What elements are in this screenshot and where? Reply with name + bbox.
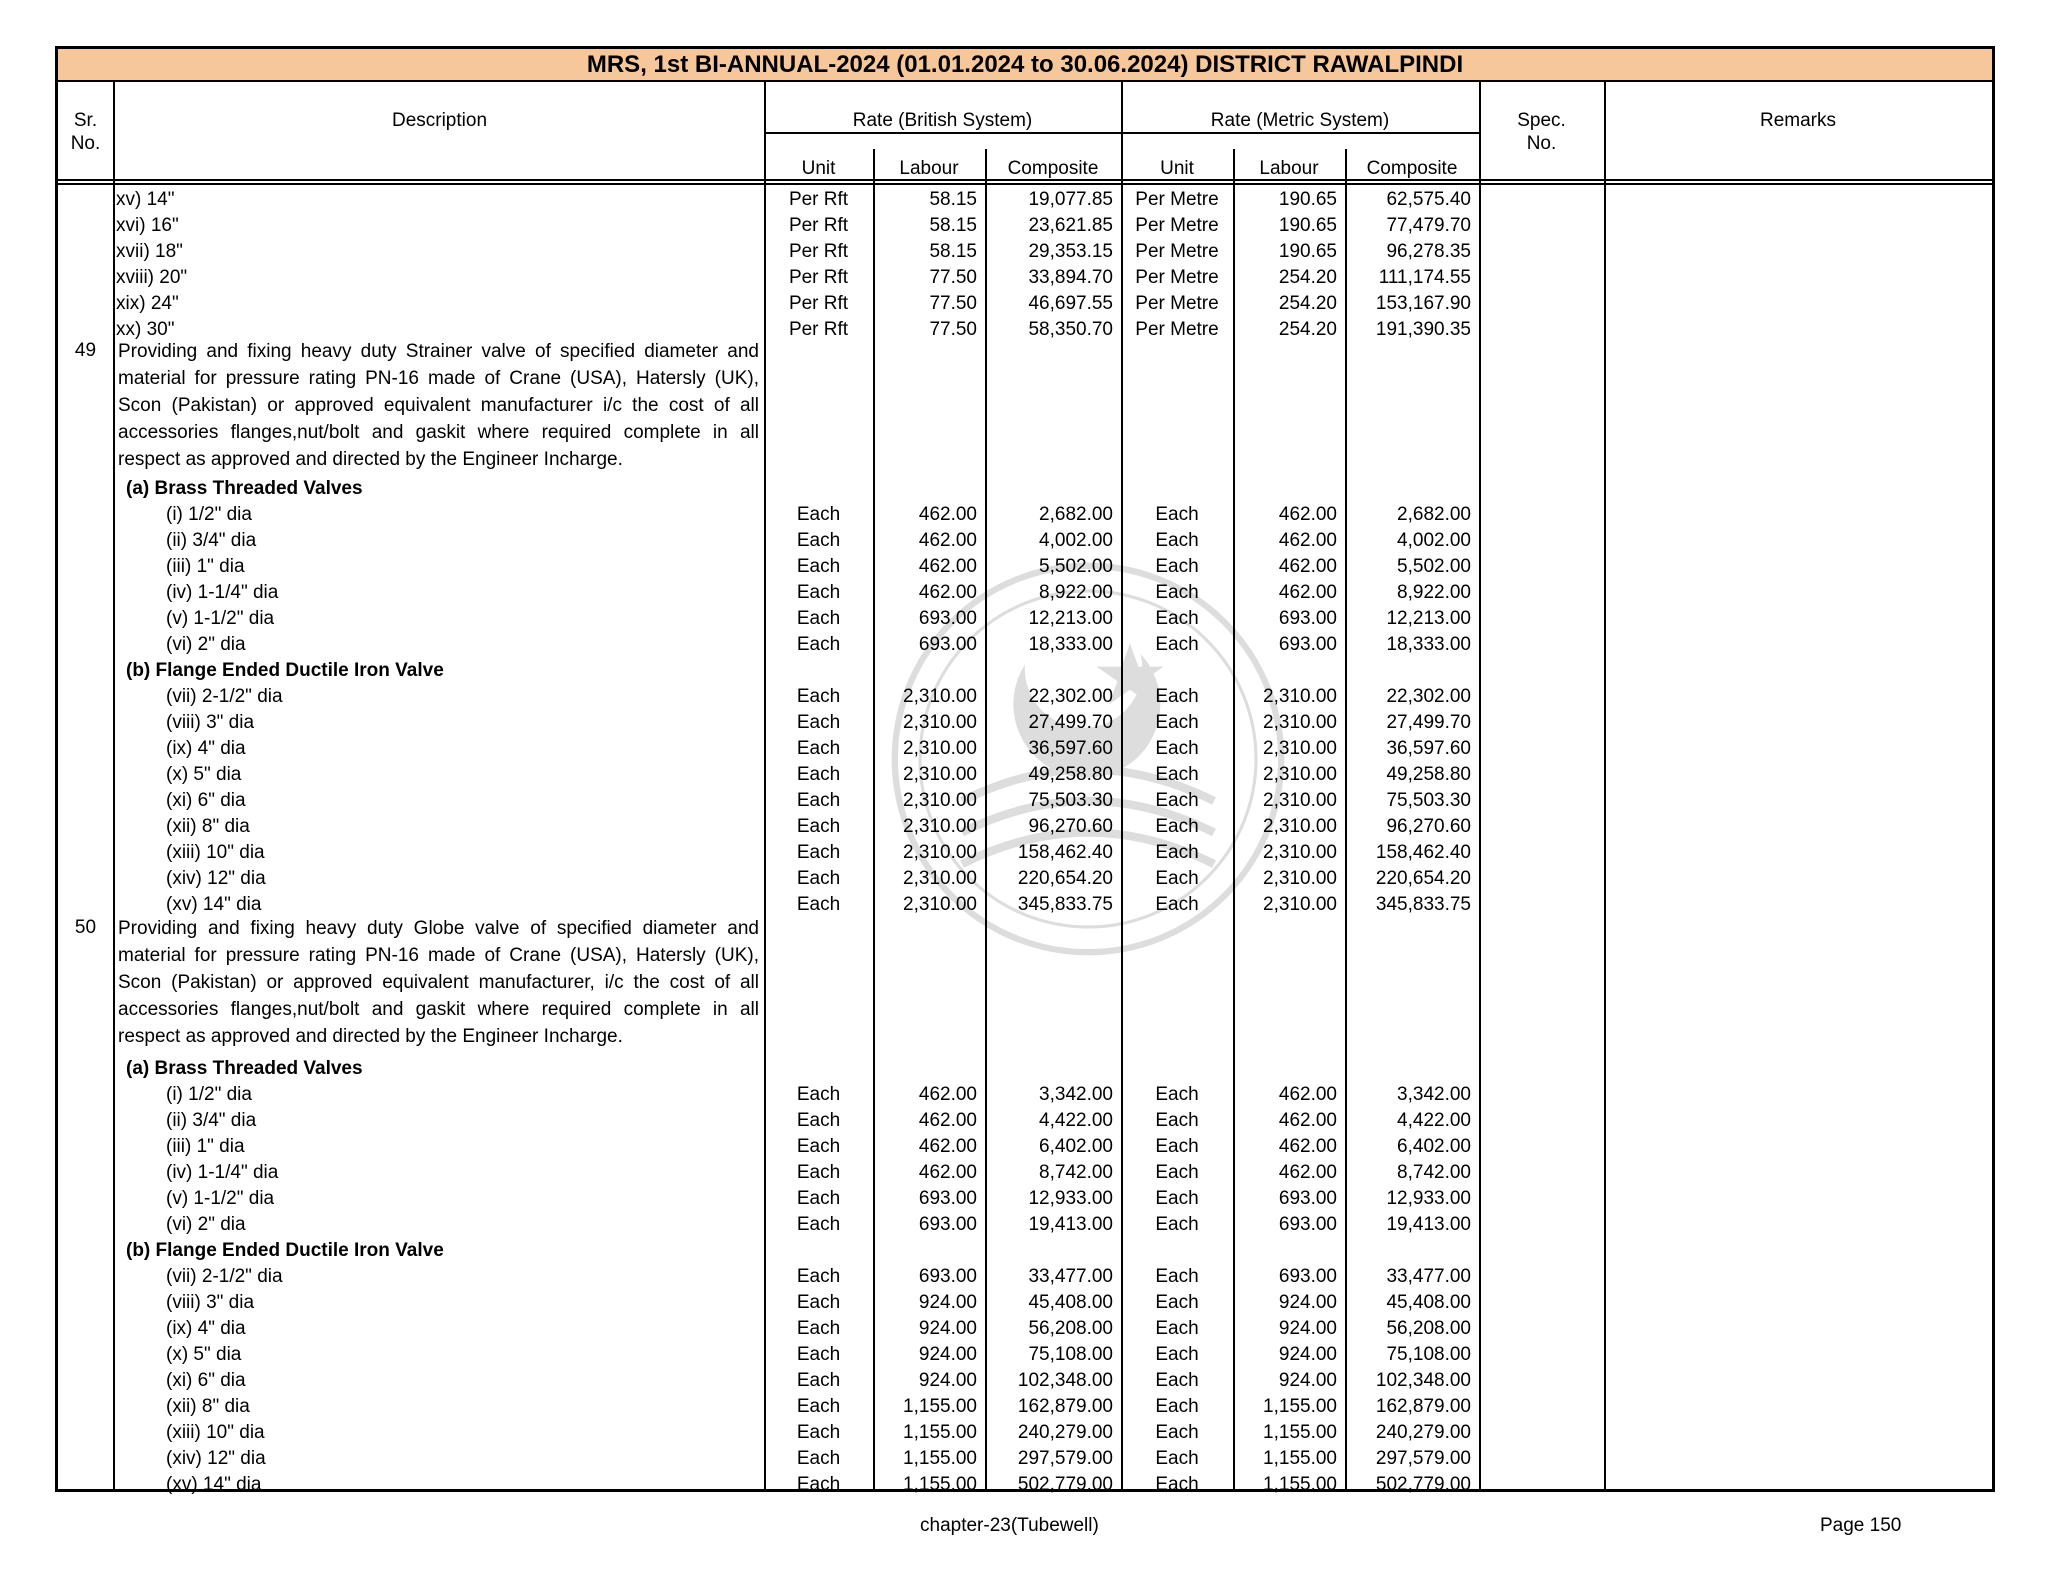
composite-cell: 75,503.30 — [1028, 790, 1113, 811]
unit-cell: Each — [796, 686, 841, 707]
unit-metric-cell: Each — [1155, 816, 1199, 837]
item-49-description: Providing and fixing heavy duty Strainer valve of specified diameter and material for pressure rating PN-16 made of Crane (USA), Hatersly (UK), Scon (Pakistan) or approved equivalent manufacturer i/c the cost of all accessories flanges,nut/bolt and gaskit where required complete in all respect as approved and directed by the Engineer Incharge. — [118, 341, 759, 470]
composite-metric-cell: 27,499.70 — [1386, 712, 1471, 733]
unit-metric-cell: Each — [1155, 842, 1199, 863]
composite-metric-cell: 240,279.00 — [1375, 1422, 1471, 1443]
labour-cell: 924.00 — [918, 1292, 977, 1313]
unit-cell: Each — [796, 608, 841, 629]
unit-cell: Per Rft — [788, 293, 849, 314]
header-description: Description — [391, 110, 488, 131]
unit-metric-cell: Each — [1155, 1474, 1199, 1495]
unit-cell: Per Rft — [788, 215, 849, 236]
labour-cell: 693.00 — [918, 1188, 977, 1209]
table-row-label: (xv) 14" dia — [166, 894, 262, 915]
unit-metric-cell: Each — [1155, 1266, 1199, 1287]
item-50-description: Providing and fixing heavy duty Globe valve of specified diameter and material for pressure rating PN-16 made of Crane (USA), Hatersly (UK), Scon (Pakistan) or approved equivalent manufacturer, i/c the cost of all accessories flanges,nut/bolt and gaskit where required complete in all respect as approved and directed by the Engineer Incharge. — [118, 918, 759, 1047]
sr-no-49: 49 — [74, 340, 97, 361]
composite-cell: 96,270.60 — [1028, 816, 1113, 837]
composite-cell: 33,477.00 — [1028, 1266, 1113, 1287]
labour-cell: 58.15 — [929, 241, 977, 262]
labour-cell: 2,310.00 — [903, 738, 977, 759]
table-row-label: (v) 1-1/2" dia — [166, 1188, 275, 1209]
unit-metric-cell: Each — [1155, 1214, 1199, 1235]
composite-cell: 162,879.00 — [1017, 1396, 1113, 1417]
unit-metric-cell: Each — [1155, 790, 1199, 811]
labour-cell: 1,155.00 — [903, 1422, 977, 1443]
unit-cell: Each — [796, 738, 841, 759]
labour-metric-cell: 1,155.00 — [1263, 1474, 1337, 1495]
composite-metric-cell: 111,174.55 — [1378, 267, 1471, 288]
sub-heading: (a) Brass Threaded Valves — [126, 1058, 363, 1079]
composite-cell: 75,108.00 — [1028, 1344, 1113, 1365]
labour-metric-cell: 2,310.00 — [1263, 764, 1337, 785]
sub-heading: (b) Flange Ended Ductile Iron Valve — [126, 660, 444, 681]
table-row-label: (i) 1/2" dia — [166, 504, 252, 525]
composite-metric-cell: 22,302.00 — [1386, 686, 1471, 707]
labour-cell: 2,310.00 — [903, 816, 977, 837]
header-divider — [1121, 132, 1479, 134]
unit-cell: Each — [796, 1110, 841, 1131]
composite-cell: 3,342.00 — [1039, 1084, 1113, 1105]
unit-metric-cell: Each — [1155, 1344, 1199, 1365]
unit-cell: Per Rft — [788, 319, 849, 340]
unit-cell: Per Rft — [788, 267, 849, 288]
composite-cell: 345,833.75 — [1017, 894, 1113, 915]
composite-metric-cell: 12,213.00 — [1386, 608, 1471, 629]
table-row-label: (ix) 4" dia — [166, 1318, 246, 1339]
labour-cell: 462.00 — [918, 1136, 977, 1157]
labour-metric-cell: 254.20 — [1278, 293, 1337, 314]
header-composite-metric: Composite — [1366, 158, 1458, 179]
composite-metric-cell: 153,167.90 — [1375, 293, 1471, 314]
composite-metric-cell: 6,402.00 — [1397, 1136, 1471, 1157]
unit-metric-cell: Per Metre — [1135, 215, 1219, 236]
table-row-label: (viii) 3" dia — [166, 712, 255, 733]
table-row-label: (xiv) 12" dia — [166, 868, 266, 889]
unit-cell: Each — [796, 1344, 841, 1365]
table-row-label: (vi) 2" dia — [166, 634, 246, 655]
unit-metric-cell: Per Metre — [1135, 267, 1219, 288]
unit-cell: Each — [796, 556, 841, 577]
unit-cell: Each — [796, 868, 841, 889]
unit-metric-cell: Each — [1155, 582, 1199, 603]
labour-cell: 462.00 — [918, 530, 977, 551]
labour-cell: 77.50 — [929, 293, 977, 314]
unit-metric-cell: Each — [1155, 1370, 1199, 1391]
table-row-label: (ii) 3/4" dia — [166, 1110, 257, 1131]
unit-metric-cell: Each — [1155, 1084, 1199, 1105]
table-row-label: (iv) 1-1/4" dia — [166, 1162, 279, 1183]
unit-cell: Each — [796, 530, 841, 551]
labour-metric-cell: 1,155.00 — [1263, 1396, 1337, 1417]
sub-heading: (b) Flange Ended Ductile Iron Valve — [126, 1240, 444, 1261]
unit-metric-cell: Each — [1155, 1396, 1199, 1417]
labour-metric-cell: 2,310.00 — [1263, 894, 1337, 915]
unit-cell: Each — [796, 1422, 841, 1443]
composite-metric-cell: 162,879.00 — [1375, 1396, 1471, 1417]
composite-metric-cell: 49,258.80 — [1386, 764, 1471, 785]
header-labour-metric: Labour — [1259, 158, 1319, 179]
unit-cell: Each — [796, 842, 841, 863]
col-divider — [1604, 82, 1606, 1489]
labour-cell: 1,155.00 — [903, 1396, 977, 1417]
composite-cell: 45,408.00 — [1028, 1292, 1113, 1313]
composite-metric-cell: 3,342.00 — [1397, 1084, 1471, 1105]
unit-cell: Each — [796, 504, 841, 525]
unit-metric-cell: Each — [1155, 894, 1199, 915]
labour-metric-cell: 693.00 — [1278, 608, 1337, 629]
labour-metric-cell: 693.00 — [1278, 1214, 1337, 1235]
labour-metric-cell: 462.00 — [1278, 582, 1337, 603]
composite-cell: 297,579.00 — [1017, 1448, 1113, 1469]
labour-metric-cell: 2,310.00 — [1263, 790, 1337, 811]
labour-cell: 2,310.00 — [903, 712, 977, 733]
table-row-label: (xii) 8" dia — [166, 1396, 250, 1417]
table-row-label: (xi) 6" dia — [166, 1370, 246, 1391]
composite-metric-cell: 158,462.40 — [1375, 842, 1471, 863]
composite-metric-cell: 12,933.00 — [1386, 1188, 1471, 1209]
labour-cell: 924.00 — [918, 1344, 977, 1365]
labour-metric-cell: 190.65 — [1278, 189, 1337, 210]
composite-cell: 158,462.40 — [1017, 842, 1113, 863]
labour-metric-cell: 924.00 — [1278, 1344, 1337, 1365]
composite-metric-cell: 36,597.60 — [1386, 738, 1471, 759]
labour-metric-cell: 2,310.00 — [1263, 816, 1337, 837]
composite-cell: 19,077.85 — [1028, 189, 1113, 210]
composite-metric-cell: 345,833.75 — [1375, 894, 1471, 915]
composite-cell: 46,697.55 — [1028, 293, 1113, 314]
table-row-label: (x) 5" dia — [166, 1344, 242, 1365]
unit-cell: Each — [796, 1292, 841, 1313]
unit-metric-cell: Each — [1155, 1292, 1199, 1313]
unit-metric-cell: Each — [1155, 764, 1199, 785]
unit-cell: Each — [796, 582, 841, 603]
labour-cell: 693.00 — [918, 608, 977, 629]
composite-cell: 240,279.00 — [1017, 1422, 1113, 1443]
composite-metric-cell: 33,477.00 — [1386, 1266, 1471, 1287]
unit-metric-cell: Each — [1155, 1448, 1199, 1469]
labour-metric-cell: 462.00 — [1278, 1084, 1337, 1105]
composite-cell: 220,654.20 — [1017, 868, 1113, 889]
unit-cell: Each — [796, 790, 841, 811]
table-row-label: xvii) 18" — [116, 241, 183, 262]
sr-no-50: 50 — [74, 917, 97, 938]
composite-metric-cell: 4,422.00 — [1397, 1110, 1471, 1131]
composite-metric-cell: 2,682.00 — [1397, 504, 1471, 525]
unit-metric-cell: Each — [1155, 1162, 1199, 1183]
labour-cell: 77.50 — [929, 319, 977, 340]
table-row-label: (xii) 8" dia — [166, 816, 250, 837]
composite-metric-cell: 102,348.00 — [1375, 1370, 1471, 1391]
unit-cell: Each — [796, 1318, 841, 1339]
table-row-label: (iii) 1" dia — [166, 1136, 245, 1157]
composite-cell: 2,682.00 — [1039, 504, 1113, 525]
composite-cell: 27,499.70 — [1028, 712, 1113, 733]
unit-metric-cell: Each — [1155, 868, 1199, 889]
unit-metric-cell: Each — [1155, 504, 1199, 525]
unit-cell: Each — [796, 1214, 841, 1235]
labour-metric-cell: 462.00 — [1278, 556, 1337, 577]
header-divider — [58, 183, 1992, 185]
unit-metric-cell: Each — [1155, 1318, 1199, 1339]
composite-cell: 5,502.00 — [1039, 556, 1113, 577]
composite-metric-cell: 8,922.00 — [1397, 582, 1471, 603]
composite-cell: 18,333.00 — [1028, 634, 1113, 655]
composite-cell: 6,402.00 — [1039, 1136, 1113, 1157]
unit-metric-cell: Per Metre — [1135, 293, 1219, 314]
labour-cell: 693.00 — [918, 1214, 977, 1235]
labour-cell: 58.15 — [929, 215, 977, 236]
composite-cell: 19,413.00 — [1028, 1214, 1113, 1235]
unit-metric-cell: Per Metre — [1135, 319, 1219, 340]
labour-cell: 2,310.00 — [903, 868, 977, 889]
labour-cell: 2,310.00 — [903, 790, 977, 811]
header-divider — [764, 132, 1121, 134]
labour-cell: 1,155.00 — [903, 1474, 977, 1495]
table-row-label: xvi) 16" — [116, 215, 179, 236]
labour-cell: 462.00 — [918, 1162, 977, 1183]
composite-metric-cell: 56,208.00 — [1386, 1318, 1471, 1339]
col-divider — [113, 82, 115, 1489]
unit-cell: Each — [796, 894, 841, 915]
header-metric: Rate (Metric System) — [1210, 110, 1390, 131]
labour-cell: 2,310.00 — [903, 894, 977, 915]
labour-metric-cell: 462.00 — [1278, 1136, 1337, 1157]
labour-metric-cell: 693.00 — [1278, 1188, 1337, 1209]
unit-metric-cell: Each — [1155, 1110, 1199, 1131]
unit-metric-cell: Each — [1155, 1422, 1199, 1443]
labour-cell: 77.50 — [929, 267, 977, 288]
composite-metric-cell: 18,333.00 — [1386, 634, 1471, 655]
header-remarks: Remarks — [1759, 110, 1836, 131]
unit-cell: Each — [796, 1136, 841, 1157]
labour-metric-cell: 462.00 — [1278, 530, 1337, 551]
labour-metric-cell: 693.00 — [1278, 1266, 1337, 1287]
table-row-label: (iii) 1" dia — [166, 556, 245, 577]
composite-cell: 22,302.00 — [1028, 686, 1113, 707]
table-row-label: (v) 1-1/2" dia — [166, 608, 275, 629]
col-divider — [1479, 82, 1481, 1489]
labour-metric-cell: 924.00 — [1278, 1292, 1337, 1313]
composite-cell: 12,213.00 — [1028, 608, 1113, 629]
labour-metric-cell: 254.20 — [1278, 267, 1337, 288]
table-row-label: xix) 24" — [116, 293, 179, 314]
labour-cell: 2,310.00 — [903, 764, 977, 785]
labour-metric-cell: 2,310.00 — [1263, 686, 1337, 707]
labour-metric-cell: 924.00 — [1278, 1318, 1337, 1339]
labour-cell: 2,310.00 — [903, 842, 977, 863]
composite-metric-cell: 96,278.35 — [1386, 241, 1471, 262]
labour-metric-cell: 1,155.00 — [1263, 1448, 1337, 1469]
rate-table — [55, 46, 1995, 1495]
table-row-label: (viii) 3" dia — [166, 1292, 255, 1313]
labour-metric-cell: 462.00 — [1278, 504, 1337, 525]
labour-metric-cell: 190.65 — [1278, 215, 1337, 236]
unit-cell: Each — [796, 764, 841, 785]
labour-metric-cell: 693.00 — [1278, 634, 1337, 655]
composite-metric-cell: 5,502.00 — [1397, 556, 1471, 577]
unit-cell: Each — [796, 1084, 841, 1105]
composite-metric-cell: 75,503.30 — [1386, 790, 1471, 811]
unit-metric-cell: Per Metre — [1135, 241, 1219, 262]
composite-cell: 29,353.15 — [1028, 241, 1113, 262]
sub-heading: (a) Brass Threaded Valves — [126, 478, 363, 499]
table-row-label: (vii) 2-1/2" dia — [166, 1266, 283, 1287]
table-row-label: (i) 1/2" dia — [166, 1084, 252, 1105]
header-british: Rate (British System) — [852, 110, 1033, 131]
table-row-label: (iv) 1-1/4" dia — [166, 582, 279, 603]
labour-cell: 462.00 — [918, 1110, 977, 1131]
labour-metric-cell: 462.00 — [1278, 1162, 1337, 1183]
table-row-label: (ix) 4" dia — [166, 738, 246, 759]
table-row-label: xviii) 20" — [116, 267, 188, 288]
composite-metric-cell: 62,575.40 — [1386, 189, 1471, 210]
header-labour: Labour — [899, 158, 959, 179]
unit-cell: Each — [796, 1162, 841, 1183]
unit-metric-cell: Each — [1155, 686, 1199, 707]
table-row-label: (vii) 2-1/2" dia — [166, 686, 283, 707]
composite-metric-cell: 297,579.00 — [1375, 1448, 1471, 1469]
table-row-label: xx) 30" — [116, 319, 175, 340]
labour-cell: 2,310.00 — [903, 686, 977, 707]
unit-metric-cell: Each — [1155, 738, 1199, 759]
labour-metric-cell: 2,310.00 — [1263, 712, 1337, 733]
labour-metric-cell: 190.65 — [1278, 241, 1337, 262]
unit-metric-cell: Each — [1155, 712, 1199, 733]
unit-cell: Each — [796, 1370, 841, 1391]
unit-metric-cell: Each — [1155, 556, 1199, 577]
labour-cell: 924.00 — [918, 1370, 977, 1391]
unit-metric-cell: Each — [1155, 1136, 1199, 1157]
unit-metric-cell: Each — [1155, 530, 1199, 551]
header-spec: Spec. No. — [1517, 110, 1566, 154]
table-row-label: (x) 5" dia — [166, 764, 242, 785]
table-row-label: (ii) 3/4" dia — [166, 530, 257, 551]
labour-metric-cell: 1,155.00 — [1263, 1422, 1337, 1443]
composite-metric-cell: 19,413.00 — [1386, 1214, 1471, 1235]
unit-cell: Per Rft — [788, 189, 849, 210]
table-row-label: (xiii) 10" dia — [166, 1422, 265, 1443]
header-composite: Composite — [1007, 158, 1099, 179]
composite-metric-cell: 96,270.60 — [1386, 816, 1471, 837]
unit-cell: Per Rft — [788, 241, 849, 262]
table-row-label: (xiii) 10" dia — [166, 842, 265, 863]
labour-cell: 462.00 — [918, 582, 977, 603]
header-unit-metric: Unit — [1160, 158, 1194, 179]
labour-cell: 58.15 — [929, 189, 977, 210]
labour-cell: 693.00 — [918, 634, 977, 655]
composite-cell: 12,933.00 — [1028, 1188, 1113, 1209]
composite-cell: 56,208.00 — [1028, 1318, 1113, 1339]
composite-cell: 4,002.00 — [1039, 530, 1113, 551]
composite-cell: 49,258.80 — [1028, 764, 1113, 785]
table-row-label: (xv) 14" dia — [166, 1474, 262, 1495]
header-unit: Unit — [801, 158, 836, 179]
labour-metric-cell: 2,310.00 — [1263, 738, 1337, 759]
page-title: MRS, 1st BI-ANNUAL-2024 (01.01.2024 to 30.06.2024) DISTRICT RAWALPINDI — [58, 49, 1992, 82]
composite-cell: 4,422.00 — [1039, 1110, 1113, 1131]
labour-metric-cell: 462.00 — [1278, 1110, 1337, 1131]
labour-cell: 693.00 — [918, 1266, 977, 1287]
unit-cell: Each — [796, 1396, 841, 1417]
composite-metric-cell: 75,108.00 — [1386, 1344, 1471, 1365]
composite-metric-cell: 8,742.00 — [1397, 1162, 1471, 1183]
labour-cell: 924.00 — [918, 1318, 977, 1339]
composite-cell: 58,350.70 — [1028, 319, 1113, 340]
labour-cell: 462.00 — [918, 1084, 977, 1105]
unit-cell: Each — [796, 634, 841, 655]
unit-metric-cell: Each — [1155, 634, 1199, 655]
composite-cell: 102,348.00 — [1017, 1370, 1113, 1391]
unit-cell: Each — [796, 1188, 841, 1209]
composite-cell: 33,894.70 — [1028, 267, 1113, 288]
unit-metric-cell: Each — [1155, 608, 1199, 629]
labour-metric-cell: 2,310.00 — [1263, 868, 1337, 889]
labour-metric-cell: 254.20 — [1278, 319, 1337, 340]
composite-metric-cell: 45,408.00 — [1386, 1292, 1471, 1313]
unit-cell: Each — [796, 1448, 841, 1469]
footer-chapter: chapter-23(Tubewell) — [920, 1515, 1099, 1536]
composite-cell: 23,621.85 — [1028, 215, 1113, 236]
composite-metric-cell: 4,002.00 — [1397, 530, 1471, 551]
composite-cell: 36,597.60 — [1028, 738, 1113, 759]
composite-metric-cell: 502,779.00 — [1375, 1474, 1471, 1495]
composite-metric-cell: 191,390.35 — [1375, 319, 1471, 340]
unit-cell: Each — [796, 816, 841, 837]
unit-cell: Each — [796, 1474, 841, 1495]
table-row-label: (xi) 6" dia — [166, 790, 246, 811]
unit-cell: Each — [796, 712, 841, 733]
table-row-label: xv) 14" — [116, 189, 175, 210]
unit-cell: Each — [796, 1266, 841, 1287]
labour-cell: 462.00 — [918, 504, 977, 525]
composite-cell: 502,779.00 — [1017, 1474, 1113, 1495]
table-row-label: (vi) 2" dia — [166, 1214, 246, 1235]
composite-cell: 8,922.00 — [1039, 582, 1113, 603]
composite-cell: 8,742.00 — [1039, 1162, 1113, 1183]
table-row-label: (xiv) 12" dia — [166, 1448, 266, 1469]
labour-metric-cell: 924.00 — [1278, 1370, 1337, 1391]
header-sr: Sr. No. — [70, 110, 101, 154]
labour-cell: 462.00 — [918, 556, 977, 577]
labour-cell: 1,155.00 — [903, 1448, 977, 1469]
footer-page: Page 150 — [1820, 1515, 1902, 1536]
composite-metric-cell: 77,479.70 — [1386, 215, 1471, 236]
unit-metric-cell: Per Metre — [1135, 189, 1219, 210]
labour-metric-cell: 2,310.00 — [1263, 842, 1337, 863]
composite-metric-cell: 220,654.20 — [1375, 868, 1471, 889]
unit-metric-cell: Each — [1155, 1188, 1199, 1209]
